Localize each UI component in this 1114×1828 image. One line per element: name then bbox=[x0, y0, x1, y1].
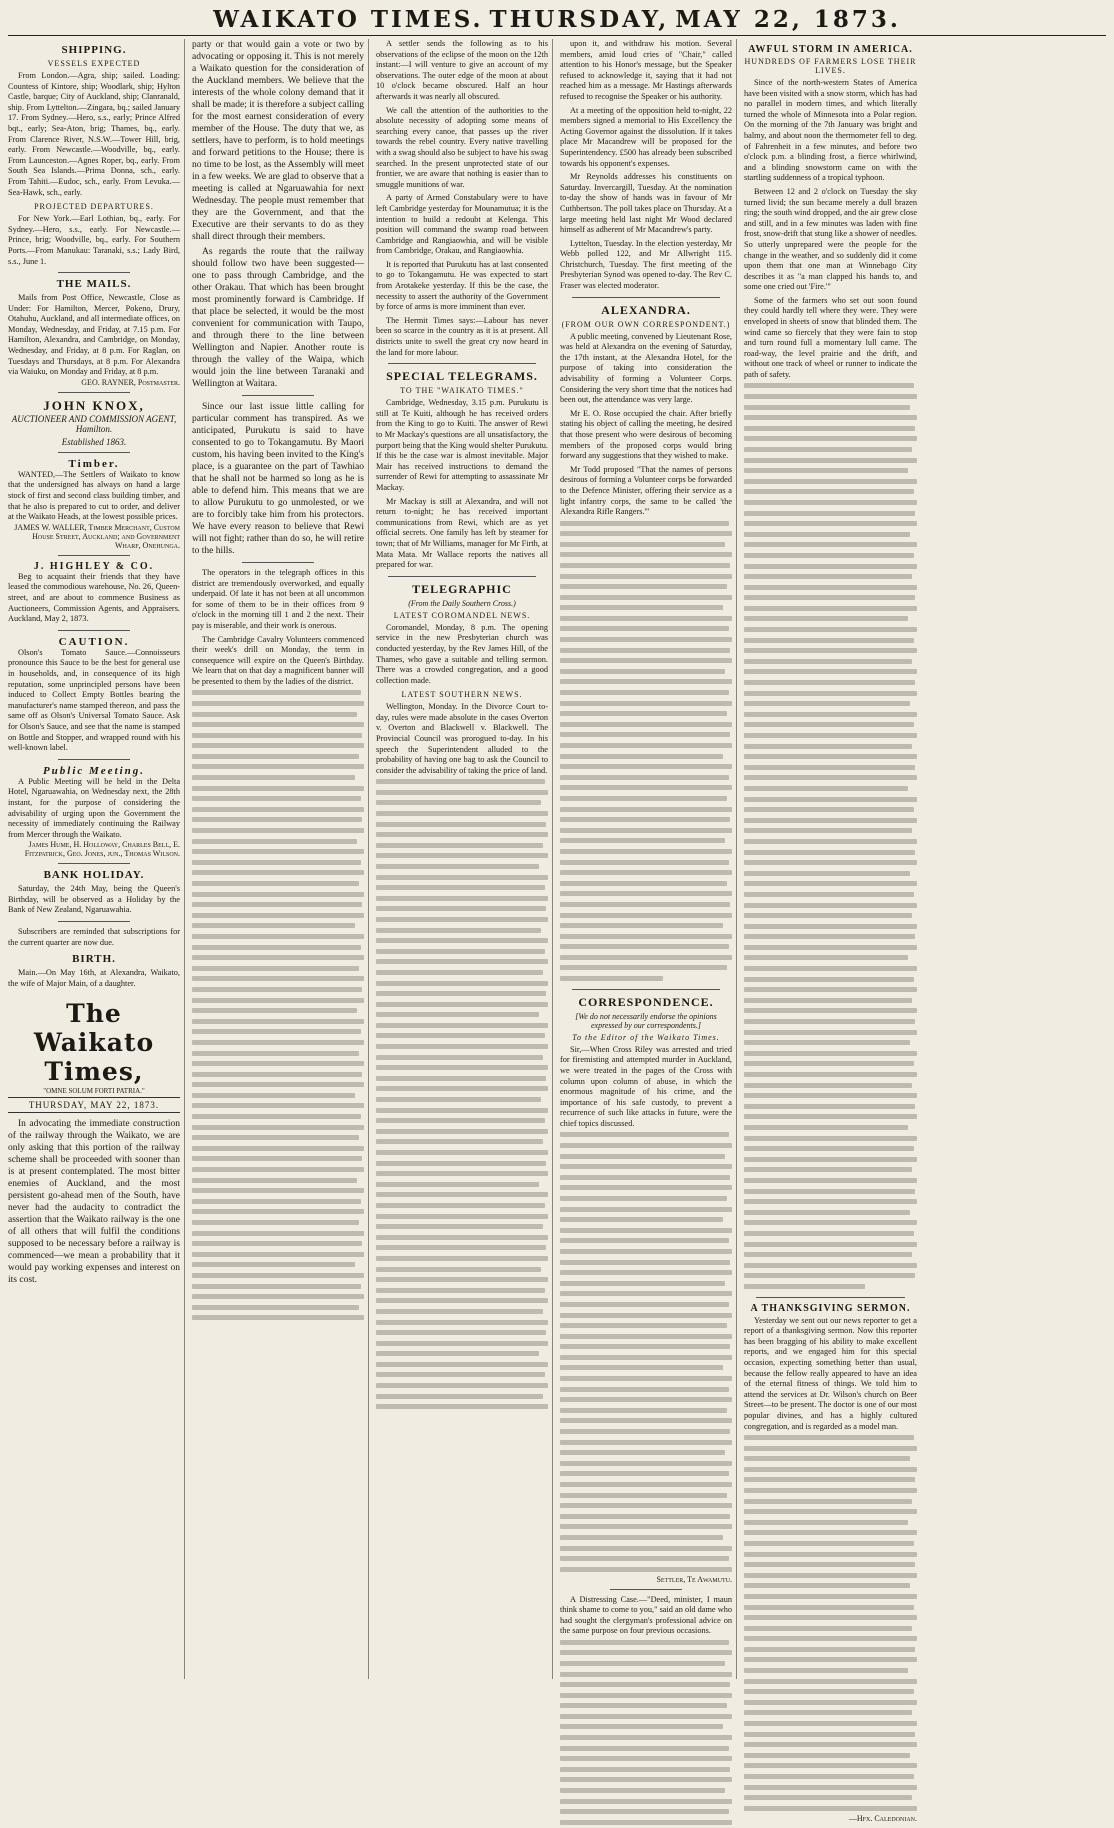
bank-holiday-heading: BANK HOLIDAY. bbox=[43, 869, 145, 882]
special-telegrams-text: Cambridge, Wednesday, 3.15 p.m. Purukutu is still at Te Kuiti, although he has received orders from the King to go to Kuiti. The answer of Rewi to Mr Mackay's questions are all unsatisfactory, the purport being that the King would shelter Purukutu. If this be the case war is almost inevitable. Major Mair has received instructions to demand the surrender of Rewi for attempting to assassinate Mr Mackay. bbox=[376, 398, 548, 492]
alexandra-subheading: (FROM OUR OWN CORRESPONDENT.) bbox=[561, 319, 731, 329]
divider bbox=[58, 863, 130, 864]
telegraph-operators-paragraph: The operators in the telegraph offices in this district are tremendously overworked, and equally underpaid. Of late it has not been at all uncommon for some of them to be in their offices from 9 o'clock in the morning till 1 and 2 the next. Their pay is miserable, and their work is onerous. bbox=[192, 568, 364, 630]
bank-holiday-text: Saturday, the 24th May, being the Queen's Birthday, will be observed as a Holiday by the Bank of New Zealand, Ngaruawahia. bbox=[8, 884, 180, 915]
birth-notice: Main.—On May 16th, at Alexandra, Waikato, the wife of Major Main, of a daughter. bbox=[8, 968, 180, 988]
cavalry-volunteers-paragraph: The Cambridge Cavalry Volunteers commenced their week's drill on Monday, the term in consequence will expire on the Queen's Birthday. We learn that on that day a magnificent banner will be presented to them by the ladies of the district. bbox=[192, 634, 364, 686]
birth-heading: BIRTH. bbox=[72, 953, 116, 966]
public-meeting-signatories: James Hume, H. Holloway, Charles Bell, E. Fitzpatrick, Geo. Jones, jun., Thomas Wilson. bbox=[24, 840, 180, 859]
southern-news-heading: LATEST SOUTHERN NEWS. bbox=[401, 690, 523, 700]
southern-news-text: Wellington, Monday. In the Divorce Court to-day, rules were made absolute in the cases Overton v. Overton and Blackwell v. Blackwell. The Provincial Council was prorogued to-day. In his speech the Superintendent alluded to the probability of having one bag to ask the Council to consider the advisability of taking the price of land. bbox=[376, 702, 548, 775]
body-text-continuation bbox=[744, 1432, 917, 1813]
invercargill-paragraph: Mr Reynolds addresses his constituents on Saturday. Invercargill, Tuesday. At the nomination to-day the show of hands was in favour of Mr Cuthbertson. The poll takes place on Thursday. At a large meeting held last night Mr Wood declared himself as adherent of Mr Macandrew's party. bbox=[560, 172, 732, 235]
column-5 bbox=[744, 39, 921, 1823]
highley-ad-heading: J. HIGHLEY & CO. bbox=[33, 560, 155, 572]
highley-ad-text: Beg to acquaint their friends that they have leased the commodious warehouse, No. 26, Queen-street, and are about to commence Business as Auctioneers, Commission Agents, and Appraisers. Auckland, May 2, 1873. bbox=[8, 571, 180, 624]
divider bbox=[572, 297, 720, 298]
divider bbox=[242, 395, 314, 396]
shipping-heading: SHIPPING. bbox=[61, 44, 127, 56]
body-text-continuation bbox=[744, 381, 917, 1292]
divider bbox=[58, 759, 130, 760]
alexandra-text-3: Mr Todd proposed "That the names of persons desirous of forming a Volunteer corps be forwarded to the Defence Minister, offering their service as a light infantry corps, the same to be called 'the Alexandra Rifle Rangers.'" bbox=[560, 464, 732, 517]
opposition-meeting-paragraph: At a meeting of the opposition held to-night, 22 members signed a memorial to His Excellency the Acting Governor against the dissolution. If it takes place Mr Macandrew will be proposed for the Superintendency. £500 has already been subscribed towards his opponent's expenses. bbox=[560, 105, 732, 168]
special-telegrams-subheading: TO THE "WAIKATO TIMES." bbox=[400, 386, 524, 396]
storm-subheading: HUNDREDS OF FARMERS LOSE THEIR LIVES. bbox=[744, 57, 917, 75]
mails-heading: THE MAILS. bbox=[56, 278, 132, 291]
special-telegrams-text-2: Mr Mackay is still at Alexandra, and will not return to-night; he has received important communications from Rewi, which are as yet official secrets. One family has left by steamer for town; that of Mr Williams, manager for Mr Firth, at Mata Mata. Mr Wallace reports the natives all prepared for war. bbox=[376, 496, 548, 570]
correspondence-disclaimer: [We do not necessarily endorse the opinions expressed by our correspondents.] bbox=[575, 1011, 717, 1030]
column-1 bbox=[8, 39, 185, 1679]
paper-title: The Waikato Times, bbox=[33, 999, 155, 1087]
knox-ad-heading: JOHN KNOX, bbox=[43, 397, 145, 413]
mails-text: Mails from Post Office, Newcastle, Close as Under: For Hamilton, Mercer, Pokeno, Drury, Otahuhu, Auckland, and all intermediate offices, on Monday, Wednesday, and Friday, at 7.15 p.m. For Hamilton, Alexandra, and Cambridge, on Monday, Wednesday, and Friday, at 8 p.m. For Raglan, on Tuesdays and Thursdays, at 8 p.m. For Alexandra via Waiuku, on Monday and Friday, at 8 p.m. bbox=[8, 293, 180, 377]
public-meeting-heading: Public Meeting. bbox=[42, 764, 146, 777]
mails-signature: GEO. RAYNER, Postmaster. bbox=[81, 377, 180, 387]
alexandra-heading: ALEXANDRA. bbox=[601, 302, 691, 317]
vessels-expected-heading: VESSELS EXPECTED bbox=[47, 59, 141, 68]
leader-continuation: party or that would gain a vote or two by advocating or opposing it. This is not merely a Waikato question for the consideration of the Auckland members. We believe that the interests of the whole colony demand that it shall be made; it is therefore a subject calling for the most earnest consideration of every member of the House. The duty that we, as settlers, have to perform, is to hold meetings and forward petitions to the House; there is no time to be lost, as the Assembly will meet in a few weeks. We are glad to observe that a meeting is called at Ngaruawahia for next Wednesday. The people must remember that they are the Government, and that the Executive are their servants to do as they shall direct through their members. bbox=[192, 40, 364, 242]
thanksgiving-sermon-heading: A THANKSGIVING SERMON. bbox=[750, 1302, 911, 1314]
timber-ad-signature: JAMES W. WALLER, Timber Merchant, Custom House Street, Auckland; and Government Wharf, Onehunga. bbox=[14, 522, 180, 550]
paper-motto: "OMNE SOLUM FORTI PATRIA." bbox=[43, 1087, 145, 1096]
purukutu-report-paragraph: It is reported that Purukutu has at last consented to go to Tokangamutu. He was expected to start from Arotakeke yesterday. If this be the case, the necessity to assert the authority of the Government by force of arms is more imminent than ever. bbox=[376, 259, 548, 312]
masthead-title: WAIKATO TIMES. bbox=[213, 6, 484, 33]
masthead bbox=[8, 6, 1106, 36]
thanksgiving-sermon-source: —Hfx. Caledonian. bbox=[848, 1813, 917, 1823]
knox-ad-established: Established 1863. bbox=[61, 436, 127, 447]
alexandra-text-2: Mr E. O. Rose occupied the chair. After briefly stating his object of calling the meeting, he desired that those present who were desirous of becoming members of the proposed corps would bring forward any suggestions that they wished to make. bbox=[560, 408, 732, 461]
canoe-search-paragraph: We call the attention of the authorities to the absolute necessity of adopting some means of searching every canoe, that passes up the river towards the rebel country. Every native travelling with a swag should also be subject to have his swag searched. In the present unprotected state of our frontier, we are aware that nothing is easier than to smuggle munitions of war. bbox=[376, 105, 548, 189]
coromandel-news-heading: LATEST COROMANDEL NEWS. bbox=[393, 610, 531, 620]
armed-constabulary-paragraph: A party of Armed Constabulary were to have left Cambridge yesterday for Mounamutua; it is the intention to build a redoubt at Kelenga. This position will command the swamp road between Cambridge and Rangiaowhia, and will be visible from Cambridge, Orakau, and Rangiaowhia. bbox=[376, 193, 548, 256]
divider bbox=[58, 555, 130, 556]
column-4 bbox=[560, 39, 737, 1679]
divider bbox=[242, 562, 314, 563]
telegraphic-heading: TELEGRAPHIC bbox=[412, 581, 512, 596]
eclipse-paragraph: A settler sends the following as to his observations of the eclipse of the moon on the 12th instant:—I will venture to give an account of my observations. The outer edge of the moon at about 10 o'clock became obscured. Half an hour afterwards it was nearly all obscured. bbox=[376, 39, 548, 101]
storm-text-3: Some of the farmers who set out soon found they could hardly tell where they were. They were enveloped in sheets of snow that blinded them. The wind came so fiercely that they were fain to stop and turn round full a momentary lull came. The road-way, the level prairie and the drift, and without one track of wheel or runner to indicate the path of safety. bbox=[744, 295, 917, 380]
timber-ad-text: WANTED,—The Settlers of Waikato to know that the undersigned has always on hand a large stock of first and second class building timber, and that he also is prepared to cut to order, and deliver at the Waikato Heads, at the lowest possible prices. bbox=[8, 469, 180, 522]
purukutu-paragraph: Since our last issue little calling for particular comment has transpired. As we anticipated, Purukutu is said to have consented to go to Tokangamutu. By Maori custom, his having been invited to the King's place, is a guarantee on the part of Tawhiao that he shall not be harmed so long as he is able to defend him. This means that we are to allow Purukutu to go unmolested, or we are to forcibly take him from his protectors. We have every reason to believe that Rewi will not fight; rather than do so, he will retire to the hills. bbox=[192, 402, 364, 556]
divider bbox=[610, 1589, 682, 1590]
caution-ad-text: Olson's Tomato Sauce.—Connoisseurs pronounce this Sauce to be the best for general use in households, and, in consequence of its high reputation, some unprincipled persons have been induced to Collect Empty Bottles bearing the manufacturer's name stamped thereon, and pass the same off as Olson's Universal Tomato Sauce. Ask for Olson's Sauce, and see that the name is stamped on Bottle and Stopper, and wrapped round with his well-known label. bbox=[8, 647, 180, 753]
special-telegrams-heading: SPECIAL TELEGRAMS. bbox=[386, 369, 538, 384]
telegraphic-source: (From the Daily Southern Cross.) bbox=[408, 598, 516, 608]
public-meeting-text: A Public Meeting will be held in the Delta Hotel, Ngaruawahia, on Wednesday next, the 28th instant, for the purpose of considering the advisability of urging upon the Government the necessity of immediately continuing the Railway from Mercer through the Waikato. bbox=[8, 776, 180, 839]
leader-dateline: THURSDAY, MAY 22, 1873. bbox=[8, 1097, 180, 1113]
correspondence-letter: Sir,—When Cross Riley was arrested and tried for firemisting and attempted murder in Auckland, we were treated in the pages of the Cross with column upon column of abuse, in which the enormous magnitude of his crime, and the importance of his safe custody, to prevent a recurrence of such like attacks in future, were the chief topics discussed. bbox=[560, 1044, 732, 1129]
divider bbox=[756, 1297, 905, 1298]
divider bbox=[58, 272, 130, 273]
railway-route-paragraph: As regards the route that the railway should follow two have been suggested—one to pass through Cambridge, and the other Orakau. That which has been brought most prominently forward is Cambridge. If that place be selected, it would be the most convenient for communication with Taupo, and through there to the line between Wellington and Napier. Another route is through the valley of the Waipa, which would join the line between Taranaki and Wellington at Waitara. bbox=[192, 247, 364, 389]
timber-ad-heading: Timber. bbox=[68, 457, 120, 470]
correspondence-heading: CORRESPONDENCE. bbox=[578, 994, 714, 1009]
thanksgiving-sermon-text: Yesterday we sent out our news reporter to get a report of a thanksgiving sermon. Now this reporter has been bragging of his ability to make excellent reports, and we engaged him for this special occasion, expecting something better than usual, because the fellow really appeared to have an idea of the eternal fitness of things. We told him to attend the services at Dr. Wilson's church on Beer Street—to be present. The doctor is one of our most popular divines, and has a highly cultured congregation, and is regarded as a model man. bbox=[744, 1315, 917, 1431]
body-text-continuation bbox=[376, 776, 548, 1412]
vessels-expected-text: From London.—Agra, ship; sailed. Loading: Countess of Kintore, ship; Woodlark, ship; Hylton Castle, barque; City of Auckland, ship; Clanranald, ship. From Lyttelton.—Zingara, bq.; sailed January 17. From Sydney.—Hero, s.s., early; Prince Alfred bqt., early; Sea-Aton, brig; Thames, bq., early. From Clarence River, N.S.W.—Tower Hill, brig, early. From Newcastle.—Woodville, bq., early. From Launceston.—Agnes Roper, bq., early. From South Sea Islands.—Prima Donna, sch., early. From Tahiti.—Eudoc, sch., early. From Levuka.—Sea-Hawk, sch., early. bbox=[8, 71, 180, 197]
masthead-day: THURSDAY, bbox=[489, 6, 670, 33]
departures-text: For New York.—Earl Lothian, bq., early. For Sydney.—Hero, s.s., early. For Newcastle.—Prince, brig; Woodville, bq., early. For Southern Ports.—From Manukau: Taranaki, s.s.; Lady Bird, s.s., June 1. bbox=[8, 214, 180, 266]
divider bbox=[58, 452, 130, 453]
masthead-date: MAY 22, 1873. bbox=[675, 6, 901, 33]
storm-text-2: Between 12 and 2 o'clock on Tuesday the sky turned livid; the sun became merely a dull brazen ring; the south wind dropped, and the air grew close and still, and in a few minutes was laden with fine frost, snow-drift that stung like a shower of needles. So utterly unprepared were the people for the change in the weather, and so suddenly did it come upon them that one man at Winnebago City describes it as "a man clapped his hands to, and some one cried out 'Fire.'" bbox=[744, 186, 917, 292]
body-text-continuation bbox=[560, 1130, 732, 1575]
speaker-message-paragraph: upon it, and withdraw his motion. Several members, amid loud cries of "Chair," called attention to his Honor's message, but the Speaker refused to acknowledge it, saying that it had not reached him as a message. Mr Hastings afterwards refused to recognise the Speaker or his authority. bbox=[560, 39, 732, 101]
divider bbox=[388, 576, 536, 577]
divider bbox=[58, 392, 130, 393]
body-text-continuation bbox=[192, 688, 364, 1324]
column-2 bbox=[192, 39, 369, 1679]
divider bbox=[572, 989, 720, 990]
body-text-continuation bbox=[560, 1637, 732, 1828]
departures-heading: PROJECTED DEPARTURES. bbox=[34, 202, 154, 212]
lyttelton-paragraph: Lyttelton, Tuesday. In the election yesterday, Mr Webb polled 122, and Mr Allwright 115. Christchurch, Tuesday. The first meeting of the Presbyterian Synod was opened to-day. The Rev C. Fraser was elected moderator. bbox=[560, 238, 732, 291]
divider bbox=[58, 921, 130, 922]
coromandel-news-text: Coromandel, Monday, 8 p.m. The opening service in the new Presbyterian church was conducted yesterday, by the Rev James Hill, of the Thames, who gave a suitable and telling sermon. There was a crowded congregation, and a good collection made. bbox=[376, 622, 548, 685]
divider bbox=[58, 630, 130, 631]
correspondence-signature: Settler, Te Awamutu. bbox=[656, 1574, 732, 1584]
divider bbox=[388, 363, 536, 364]
subscribers-notice: Subscribers are reminded that subscriptions for the current quarter are now due. bbox=[8, 927, 180, 947]
knox-ad-subheading: AUCTIONEER AND COMMISSION AGENT, Hamilton. bbox=[11, 413, 177, 434]
storm-text: Since of the north-western States of America have been visited with a snow storm, which has had no parallel in modern times, and which literally turned the whole of Minnesota into a Polar region. On the morning of the 7th January was bright and balmy, and about noon the thermometer fell to deg. of Fahrenheit in a few minutes, and before two o'clock p.m. a blinding frost, a fierce whirlwind, and a blinding snowstorm came on with the startling suddenness of a tropical typhoon. bbox=[744, 78, 917, 183]
correspondence-addressee: To the Editor of the Waikato Times. bbox=[572, 1032, 720, 1042]
alexandra-text: A public meeting, convened by Lieutenant Rose, was held at Alexandra on the evening of Saturday, the 17th instant, at the Alexandra Hotel, for the purpose of taking into consideration the advisability of forming a Volunteer Corps. Considering the very short time that the notices had been out, the attendance was very large. bbox=[560, 331, 732, 405]
leader-article: In advocating the immediate construction of the railway through the Waikato, we are only asking that this portion of the railway scheme shall be proceeded with sooner than is at present contemplated. The most bitter enemies of Auckland, and the most persistent go-ahead men of the South, have never had the audacity to contradict the assertion that the Waikato railway is the one of all others that will fulfil the conditions supposed to be necessary before a railway is commenced—we mean a probability that it would pay working expenses and interest on its cost. bbox=[8, 1119, 180, 1286]
storm-heading: AWFUL STORM IN AMERICA. bbox=[748, 44, 913, 55]
body-text-continuation bbox=[560, 518, 732, 984]
labour-paragraph: The Hermit Times says:—Labour has never been so scarce in the country as it is at present. All districts unite to swell the great cry now heard in the land for more labour. bbox=[376, 315, 548, 357]
caution-ad-heading: CAUTION. bbox=[58, 635, 130, 648]
distressing-case-paragraph: A Distressing Case.—"Deed, minister, I maun think shame to come to you," said an old dame who had sought the clergyman's professional advice on the same purpose on four previous occasions. bbox=[560, 1594, 732, 1636]
column-3 bbox=[376, 39, 553, 1679]
